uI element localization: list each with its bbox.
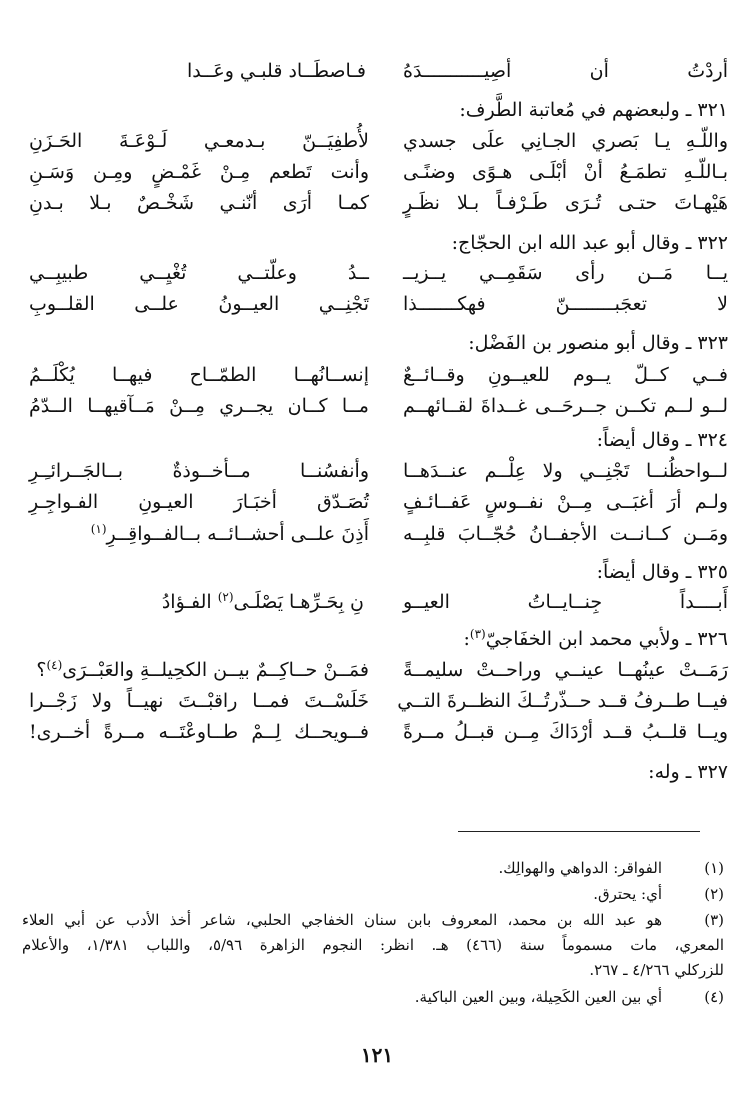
verse-hemistich: أَبــــداً جِنــايــاتُ العيــو [403, 591, 728, 613]
verse-hemistich: إنســانُهــا الطمّــاح فيهــا يُكْلَــمُ [29, 364, 369, 386]
footnote-text-continued: المعري، مات مسموماً سنة (٤٦٦) هـ. انظر: النجوم الزاهرة ٥/٩٦، واللباب ١/٣٨١، والأعلام [22, 936, 725, 954]
verse-hemistich: فيــا طــرفُ قــد حــذّرتُــكَ النظــرةَ التــي [397, 690, 728, 712]
verse-hemistich: مــا كــان يجــري مِــنْ مَــآقيهــا الــدّمُ [29, 395, 369, 417]
footnote-number: (٣) [704, 911, 724, 929]
verse-hemistich: ويــا قلــبُ قــد أرْدَاكَ مِــن قبــلُ مــرةً [403, 721, 728, 743]
footnote-text: أي بين العين الكَحِيلة، وبين العين الباكية. [414, 988, 662, 1006]
verse-hemistich: واللّـهِ يـا بَصري الجـانِي علَى جسدي [403, 130, 728, 152]
verse-hemistich: لــواحظُنــا تَجْنِــي ولا عِلْــم عنــدَهــا [403, 460, 728, 482]
verse-hemistich: فـاصطَــاد قلبـي وعَــدا [186, 60, 366, 82]
verse-text: فمَــنْ حــاكِــمٌ بيــن الكحِيلــةِ والعَبْــرَى [62, 659, 369, 681]
verse-hemistich: ومَــن كــانــت الأجفــانُ حُجّــابَ قلبِــه [403, 523, 728, 545]
verse-hemistich: ولـم أرَ أغبَــى مِــنْ نفــوسٍ عَفــائـفٍ [403, 491, 728, 513]
verse-text: ؟ [36, 659, 47, 681]
verse-hemistich: تَجْنِــي العيــونُ علــى القلــوبِ [29, 293, 369, 315]
footnote-marker-4[interactable]: (٤) [46, 658, 63, 672]
entry-heading-327: ٣٢٧ ـ وله: [648, 761, 728, 783]
entry-heading-324: ٣٢٤ ـ وقال أيضاً: [596, 429, 728, 451]
footnote-text-continued: للزركلي ٤/٢٦٦ ـ ٢٦٧. [589, 961, 724, 979]
footnote-divider [458, 831, 700, 832]
verse-hemistich: فــي كــلّ يــوم للعيــونِ وقــائــعٌ [403, 364, 728, 386]
heading-text: ٣٢٦ ـ ولأبي محمد ابن الخفَاجيّ [485, 628, 728, 650]
footnote-marker-1[interactable]: (١) [90, 522, 107, 536]
verse-hemistich: ــدُ وعلّتــي تُغْيِــي طبيبِــي [29, 262, 369, 284]
page-number: ١٢١ [360, 1043, 394, 1067]
verse-hemistich: يــا مَــن رأى سَقَمِــي يــزيــ [403, 262, 728, 284]
verse-hemistich [29, 519, 369, 549]
entry-heading-322: ٣٢٢ ـ وقال أبو عبد الله ابن الحجّاج: [451, 232, 728, 254]
verse-hemistich [29, 655, 369, 685]
footnote-number: (١) [704, 859, 724, 877]
verse-hemistich: بـاللّـهِ تطمَـعُ أنْ أبْلَـى هـوًى وضنًـى [403, 161, 728, 183]
verse-text: الفـؤادُ [161, 591, 212, 613]
heading-colon: : [463, 628, 470, 650]
footnote-number: (٢) [704, 885, 724, 903]
footnote-number: (٤) [704, 988, 724, 1006]
verse-text: أَذِنَ علــى أحشــائــه بــالفــواقِــرِ [106, 523, 369, 545]
verse-hemistich: كمـا أرَى أنّنـي شَخْـصٌ بـلا بـدنِ [29, 192, 369, 214]
verse-hemistich: وأنفسُنــا مــأخــوذةٌ بــالجَــرائـِـرِ [29, 460, 369, 482]
footnote-text: أي: يحترق. [593, 885, 662, 903]
verse-hemistich: وأنت تَطعم مِـنْ غَمْـضٍ ومِـن وَسَـنِ [29, 161, 369, 183]
verse-hemistich: لــو لــم تكــن جــرحَــى غــداةَ لقــائهــم [403, 395, 728, 417]
entry-heading-323: ٣٢٣ ـ وقال أبو منصور بن الفَضْل: [468, 332, 728, 354]
verse-hemistich [24, 587, 364, 617]
verse-hemistich: هَيْهـاتَ حتـى تُـرَى طَـرْفـاً بـلا نظَـرٍ [403, 192, 728, 214]
verse-hemistich: فــويحــك لِــمْ طــاوعْتَــه مــرةً أخــرى! [29, 721, 369, 743]
entry-heading-321: ٣٢١ ـ ولبعضهم في مُعاتبة الطَّرف: [459, 99, 728, 121]
verse-hemistich: رَمَــتْ عينُهــا عينــي وراحــتْ سليمــةً [403, 659, 728, 681]
verse-text: نِ بِحَـرِّهـا يَصْلَـى [233, 591, 364, 613]
footnote-text: هو عبد الله بن محمد، المعروف بابن سنان الخفاجي الحلبي، شاعر أخذ الأدب عن أبي العلاء [22, 911, 662, 929]
footnote-marker-2[interactable]: (٢) [217, 590, 234, 604]
entry-heading-325: ٣٢٥ ـ وقال أيضاً: [596, 561, 728, 583]
footnote-marker-3[interactable]: (٣) [469, 627, 486, 641]
entry-heading-326 [403, 624, 728, 654]
verse-hemistich: خَلَسْــتَ فمــا راقبْــتَ نهيــاً ولا زَجْــرا [29, 690, 369, 712]
footnote-text: الفواقر: الدواهي والهوالِك. [498, 859, 662, 877]
verse-hemistich: لا تعجَبــــــــنّ فهكـــــــذا [403, 293, 728, 315]
verse-hemistich: لأُطفِيَــنّ بـدمعـي لَـوْعَـةَ الحَـزَنِ [29, 130, 369, 152]
verse-hemistich: تُصَـدّق أخبَـارَ العيـونِ الفـواجِـرِ [29, 491, 369, 513]
verse-hemistich: أردْتُ أن أصِيـــــــــــدَهُ [403, 60, 728, 82]
